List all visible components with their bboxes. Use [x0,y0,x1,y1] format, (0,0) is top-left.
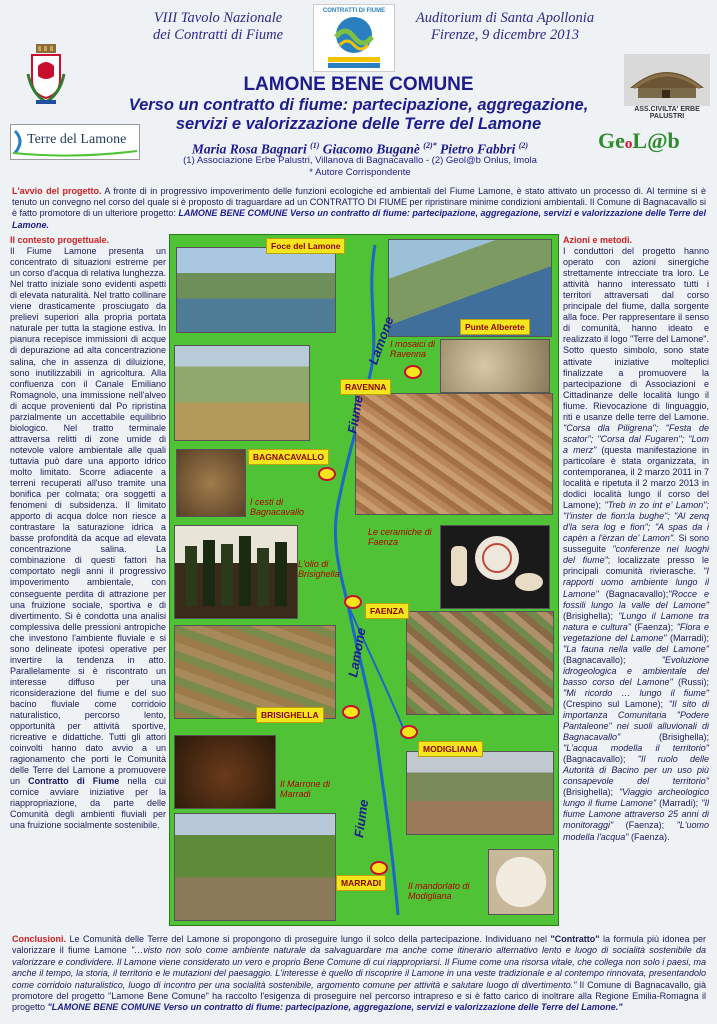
methods-heading: Azioni e metodi. [563,235,633,245]
methods-text-17: (Faenza). [628,831,670,842]
ceramiche-photo [440,525,550,609]
bagnacavallo-marker [318,467,336,481]
methods-text-4: ; localizzate presso le principali comunità rivierasche. [563,555,709,577]
mandorlato-photo [488,849,554,915]
geolab-logo [598,128,708,162]
subtitle-line-2: servizi e valorizzazione delle Terre del Lamone [175,115,542,133]
methods-italic-9: "Evoluzione idrogeologica e ambientale del basso corso del Lamone" [563,654,709,687]
brisighella-marker [342,705,360,719]
methods-text-14: (Brisighella); [563,787,619,798]
poster-title: LAMONE BENE COMUNE [243,74,474,95]
tag-brisighella: BRISIGHELLA [256,707,324,723]
river-label-4: Fiume [351,798,372,839]
methods-italic-3: "conferenze nei luoghi del fiume" [563,544,709,566]
mosaici-photo [440,339,550,393]
methods-italic-16: "L'uomo modella l'acqua" [563,820,709,842]
methods-text-1: I conduttori del progetto hanno operato con azioni sinergiche strettamente intrecciate tra loro. Le attività hanno interessato tutti i territori attraversati dal corso principale del fiume, dalla sorgente alla foce. Per rappresentare il senso di comunità, hanno ideato e realizzato il logo "Terre del Lamone". Sotto questo simbolo, sono state attivate iniziative molteplici finalizzate a promuovere la partecipazione di Associazioni e Cittadinanze delle località lungo il fiume. Rievocazione di linguaggio, riti e usanze delle terre del Lamone. [563,246,709,422]
author-1: Maria Rosa Bagnari [191,141,307,157]
methods-text-10: (Russi); [672,676,709,687]
methods-italic-7: "Flora e vegetazione del Lamone" [563,621,709,643]
tag-foce: Foce del Lamone [266,238,345,254]
author-3: Pietro Fabbri [440,141,516,157]
lamone-logo-text: Terre del Lamone [27,132,127,147]
venue-line-1: Auditorium di Santa Apollonia [415,10,595,26]
methods-italic-5: "Rocce e fossili lungo la valle del Lamone" [563,588,709,610]
ravenna-aerial-photo [355,393,553,515]
venue-line-2: Firenze, 9 dicembre 2013 [431,27,579,43]
methods-column [563,235,709,843]
context-column [10,235,166,832]
caption-ceramiche: Le ceramiche di Faenza [368,527,432,547]
author-3-sup: (2) [518,141,529,150]
intro-project-name: LAMONE BENE COMUNE Verso un contratto di fiume: partecipazione, aggregazione, servizi e valorizzazione delle Terre del Lamone. [12,208,706,230]
conclusions-text-1: Le Comunità delle Terre del Lamone si propongono di proseguire lungo il solco della partecipazione. Individuano nel [66,934,551,944]
methods-italic-8: "La fauna nella valle del Lamone" [563,643,709,654]
marradi-landscape-photo [174,813,336,921]
event-line-1: VIII Tavolo Nazionale [153,10,283,26]
terre-del-lamone-logo [10,124,140,160]
methods-italic-11: "Il sito di importanza Comunitaria "Podere Pantaleone" nei suoli alluvionali di Bagnacavallo" [563,698,709,743]
methods-text-15: (Marradi); [656,798,702,809]
cdf-logo-text: CONTRATTI DI FIUME [322,8,386,14]
assoc-caption: ASS.CIVILTA' ERBE PALUSTRI [634,106,700,120]
conclusions-text-2: la formula più idonea per valorizzare il fiume Lamone [12,934,707,956]
affiliation-line: (1) Associazione Erbe Palustri, Villanova di Bagnacavallo - (2) Geol@b Onlus, Imola [183,155,537,166]
tag-marradi: MARRADI [336,875,386,891]
modigliana-aerial-photo [406,751,554,835]
faenza-aerial-photo [406,611,554,715]
river-label-1: Lamone [365,314,397,367]
countryside-photo [174,345,310,441]
methods-italic-10: "Mi ricordo … lungo il fiume" [563,687,709,698]
methods-text-7: (Faenza); [630,621,677,632]
conclusions-paragraph [12,934,706,1014]
intro-heading: L'avvio del progetto. [12,186,102,196]
tag-faenza: FAENZA [365,603,409,619]
affiliations [130,155,590,179]
author-1-sup: (1) [310,141,320,150]
methods-italic-14: "Viaggio archeologico lungo il fiume Lamone" [563,787,710,809]
methods-italic-6: "Lungo il Lamone tra natura e cultura" [563,610,710,632]
olio-photo [174,525,298,619]
intro-text: A fronte di in progressivo impoverimento delle funzioni ecologiche ed ambientali del Fiume Lamone, è stato attivato un processo di. Al termine si è tenuto un convegno nel corso del quale si è proposto di traguardare ad un CONTRATTO DI FIUME per ripristinare minime condizioni ambientali. Il Comune di Bagnacavallo si è fatto promotore di un ulteriore progetto: [12,186,706,219]
methods-italic-12: "L'acqua modella il territorio" [563,743,709,754]
context-bold: Contratto di Fiume [28,776,120,787]
tag-punte-alberete: Punte Alberete [460,319,530,335]
methods-text-11: (Crespino sul Lamone); [563,698,669,709]
conclusions-text-3: Il Comune di Bagnacavallo, già promotore del progetto "Lamone Bene Comune" ha raccolto l'esigenza di proseguire nel percorso intrapreso e si è fatto carico di inoltrare alla Regione Emilia-Romagna il progetto [12,979,707,1013]
context-heading: Il contesto progettuale. [10,235,110,245]
lamone-river-map [169,234,559,926]
methods-text-3: Si sono susseguite [563,533,709,555]
context-text: Il Fiume Lamone presenta un concentrato di situazioni estreme per un corso d'acqua di relativa lunghezza. Nel tratto iniziale sono evidenti aspetti di elevata naturalità. Nel tratto collinare viene drasticamente prosciugato da prelievi superiori alla propria portata naturale per tutta la stagione estiva. In pianura recepisce immissioni di acque di depurazione ad alta concentrazione salina, che in assenza di diluizione, sono inutilizzabili in agricoltura. Alla confluenza con il Canale Emiliano Romagnolo, una immissione nell'alveo di acque provenienti dal Po ripristina parzialmente un accettabile equilibrio biologico. Nel tratto terminale attraversa relitti di zone umide di notevole valore ambientale alle quali tuttavia può dare una apporto idrico molto limitato. Scorre adiacente a terreni recuperati all'uso tramite una bonifica per colmata; ora soggetti a fenomeni di subsidenza. Il limitato apporto di acqua dolce non riesce a contrastare la saturazione idrica a basse profondità da acque ad elevata concentrazione salina. La combinazione di questi fattori ha comportato negli anni il progressivo impoverimento ambientale, con conseguente perdita di attrazione per una fruizione sociale, sportiva e di divertimento. Si è condotta una analisi complessiva delle pressioni antropiche che investono l'ambiente fluviale e si sono delineate ipotesi operative per invertire la tendenza in atto. Parallelamente si è riscontrato un interesse diffuso per una riconsiderazione del fiume e del suo bacino fluviale come corridoio naturalistico, percorso lento, opportunità per attività sportive, ricreative e didattiche. Tutti gli attori coinvolti hanno dato avvio a un ragionamento che porti le Comunità delle Terre del Lamone a promuovere un [10,246,166,787]
conclusions-heading: Conclusioni. [12,934,66,944]
methods-text-2: (questa manifestazione in particolare è stata organizzata, in contemporanea, il 2 marzo 2011 in 7 località e ripetuta il 2 marzo 2013 in dodici località lungo il corso del Lamone); [563,444,710,511]
intro-paragraph [12,186,706,231]
event-line-2: dei Contratti di Fiume [152,27,284,43]
contratti-di-fiume-logo [313,4,395,72]
caption-olio: L'olio di Brisighella [298,559,340,579]
methods-italic-2: "Treb in zo int e' Lamon"; "I'inster de fion:la bughe"; "Al zenq d'la sera log e fion"; "A spas da i capèn a l'èrzan de' Lamon". [563,500,709,544]
conclusions-project-name: "LAMONE BENE COMUNE Verso un contratto di fiume: partecipazione, aggregazione, servizi e valorizzazione delle Terre del Lamone." [47,1002,623,1013]
event-venue [390,10,620,44]
brisighella-aerial-photo [174,625,336,719]
river-label-3: Lamone [345,626,369,679]
cesti-photo [176,449,246,517]
subtitle-line-1: Verso un contratto di fiume: partecipazione, aggregazione, [128,96,589,114]
tag-modigliana: MODIGLIANA [418,741,483,757]
faenza-marker [344,595,362,609]
caption-cesti: I cesti di Bagnacavallo [250,497,305,517]
methods-text-12: (Brisighella); [620,732,709,743]
ravenna-marker [404,365,422,379]
modigliana-marker [400,725,418,739]
conclusions-bold-1: "Contratto" [550,934,600,944]
methods-italic-13: "Il ruolo delle Autorità di Bacino per un uso più consapevole del territorio" [563,754,709,787]
methods-italic-4: "I rapporti uomo ambiente lungo il Lamone" [563,566,709,599]
context-text-2: nella cui cornice avviare iniziative per la riappropriazione, da parte delle Comunità degli ambienti fluviali per una fruizione socialmente sostenibile. [10,776,166,831]
caption-mandorlato: Il mandorlato di Modigliana [408,881,470,901]
caption-mosaici: I mosaici di Ravenna [390,339,436,359]
methods-italic-1: "Corsa dla Piligrena"; "Festa de scator"; "Corsa dal Fugaren"; "Lom a merz" [563,422,709,455]
author-2: Giacomo Buganè [322,141,420,157]
marradi-marker [370,861,388,875]
methods-text-6: (Brisighella); [563,610,619,621]
author-2-sup: (2)* [423,141,437,150]
geolab-logo-text: GeoL@b [598,128,680,153]
methods-italic-15: "Il fiume Lamone attraverso 25 anni di monitoraggi" [563,798,709,831]
tag-bagnacavallo: BAGNACAVALLO [248,449,329,465]
event-title [118,10,318,44]
river-label-2: Fiume [344,394,366,435]
marrone-photo [174,735,276,809]
tag-ravenna: RAVENNA [340,379,391,395]
conclusions-quote: "…visto non solo come ambiente naturale da salvaguardare ma anche come itinerario alternativo lento e luogo di socialità sostenibile da valorizzare e condividere. Il Lamone viene considerato un vero e proprio Bene Comune di cui riappropriarsi. Il Fiume come una risorsa vitale, che collega non solo i paesi, ma anche il tempo, la storia, il territorio e le mutazioni del paesaggio. L'interesse è quello di riscoprire il Lamone in una veste tradizionale e al contempo rinnovata, presentandolo come corridoio naturalistico, luogo di incontro per una socialità sostenibile, argomento comune per attività e salutare luogo di divertimento." [12,945,706,990]
methods-text-8: (Marradi); [666,632,709,643]
methods-text-5: (Bagnacavallo); [598,588,669,599]
methods-text-16: (Faenza); [613,820,677,831]
caption-marrone: Il Marrone di Marradi [280,779,331,799]
methods-text-13: (Bagnacavallo); [563,754,638,765]
corresponding-author-note: * Autore Corrispondente [309,167,411,178]
foce-photo [176,247,336,333]
methods-text-9: (Bagnacavallo); [563,654,662,665]
